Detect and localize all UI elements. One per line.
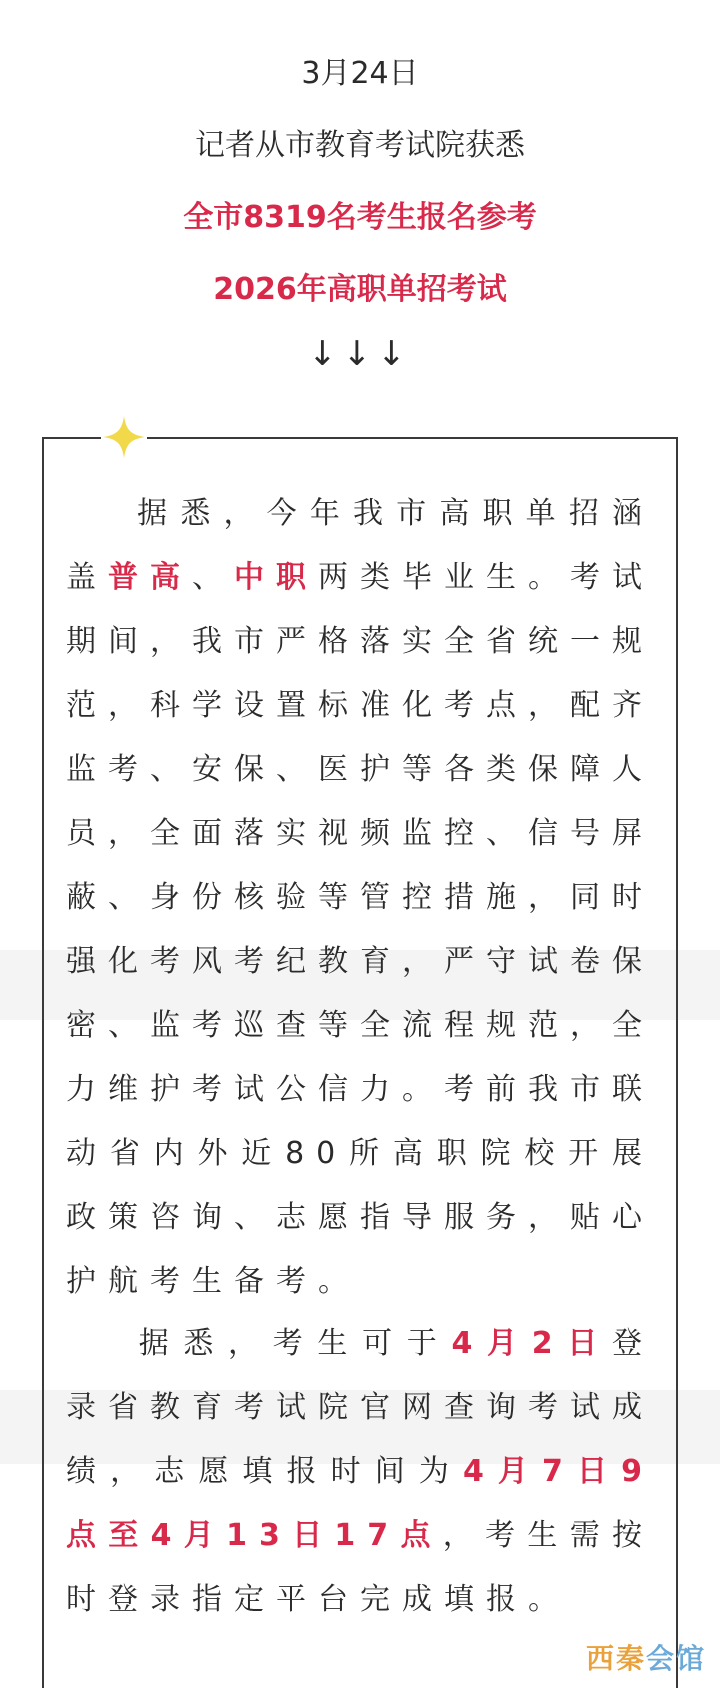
paragraph-2 xyxy=(66,1312,654,1632)
paragraph-1-text-c: 两类毕业生。考试期间，我市严格落实全省统一规范，科学设置标准化考点，配齐监考、安保、医护等各类保障人员，全面落实视频监控、信号屏蔽、身份核验等管控措施，同时强化考风考纪教育，严守试卷保密、监考巡查等全流程规范，全力维护考试公信力。考前我市联动省内外近80所高职院校开展政策咨询、志愿指导服务，贴心护航考生备考。 xyxy=(66,560,654,1299)
paragraph-1-text-b: 、 xyxy=(192,560,234,595)
paragraph-1 xyxy=(66,482,654,1314)
watermark-part-1: 西秦 xyxy=(585,1642,646,1675)
highlight-general-high: 普高 xyxy=(108,560,192,595)
paragraph-2-text-c: ，考生需按时登录指定平台完成填报。 xyxy=(66,1518,655,1617)
watermark-logo xyxy=(586,1637,706,1677)
headline-line-2: 2026年高职单招考试 xyxy=(213,272,507,307)
highlight-score-date: 4月2日 xyxy=(451,1326,612,1361)
source-line: 记者从市教育考试院获悉 xyxy=(195,128,525,163)
down-arrows: ↓↓↓ xyxy=(308,334,412,374)
sparkle-icon xyxy=(101,414,147,460)
highlight-vocational: 中职 xyxy=(234,560,318,595)
watermark-part-2: 会馆 xyxy=(645,1642,706,1675)
paragraph-2-text-b: 登录省教育考试院官网查询考试成绩，志愿填报时间为 xyxy=(66,1326,654,1489)
paragraph-2-text-a: 据悉，考生可于 xyxy=(136,1326,452,1361)
date-line: 3月24日 xyxy=(301,56,419,91)
highlight-application-period: 4月7日9点至4月13日17点 xyxy=(66,1454,654,1553)
headline-line-1: 全市8319名考生报名参考 xyxy=(183,200,537,235)
paragraph-1-text-a: 据悉，今年我市高职单招涵盖 xyxy=(66,496,654,595)
